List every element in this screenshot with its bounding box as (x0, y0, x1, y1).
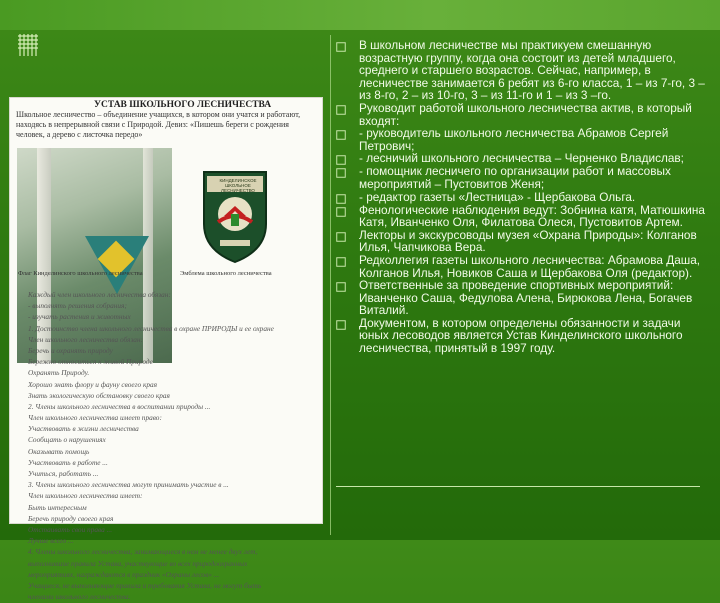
handwritten-line: Член школьного лесничества имеет право: (28, 413, 162, 423)
list-item (336, 165, 706, 190)
handwritten-line: выполнившие правила Устава, участвующие во всех природоохранных (28, 558, 248, 568)
handwritten-line: членами школьного лесничества. (28, 592, 131, 602)
handwritten-charter-text (28, 290, 318, 603)
handwritten-line: - изучать растения и животных (28, 312, 131, 322)
square-bullet-icon (336, 42, 346, 52)
handwritten-line: Беречь и охранять природу (28, 345, 113, 355)
square-bullet-icon (336, 168, 346, 178)
list-item-text: В школьном лесничестве мы практикуем смешанную возрастную группу, когда она состоит из детей младшего, среднего и старшего возрастов. Сейчас, например, в лесничестве занимается 6 ребят из 6-го класса, 1 – из 7-го, 3 – из 8-го, 2 – из 10-го, 3 – из 11-го и 1 – из 3 –го. (359, 38, 705, 103)
handwritten-line: Учиться, работать ... (28, 469, 99, 478)
square-bullet-icon (336, 257, 346, 267)
list-item-text: - помощник лесничего по организации работ и массовых мероприятий – Пустовитов Женя; (359, 164, 671, 191)
handwritten-line: 2. Члены школьного лесничества в воспитании природы ... (28, 401, 211, 411)
square-bullet-icon (336, 105, 346, 115)
bullet-list (336, 39, 706, 355)
list-item-text: Руководит работой школьного лесничества актив, в который входят: (359, 100, 692, 128)
list-item-text: - руководитель школьного лесничества Абрамов Сергей Петрович; (359, 126, 669, 153)
list-item-text: Документом, в котором определены обязанности и задачи юных лесоводов является Устав Кинделинского школьного лесничества, принятый в 1997 году. (359, 315, 683, 356)
square-bullet-icon (336, 155, 346, 165)
decorative-stripes (18, 34, 76, 92)
handwritten-line: Бережно относиться к живой Природе (28, 357, 153, 367)
handwritten-line: Отстаивать свои права ... (28, 524, 113, 534)
handwritten-line: Беречь природу своего края (28, 513, 114, 523)
list-item-text: - лесничий школьного лесничества – Черненко Владислав; (359, 151, 684, 166)
list-item (336, 191, 706, 204)
handwritten-line: 4. Члены школьного лесничества, занимающиеся в нем не менее двух лет, (28, 547, 258, 557)
handwritten-line: Учащиеся, не выполняющие правила и требования Устава, не могут быть (28, 580, 262, 590)
handwritten-line: 1. Достоинство члена школьного лесничества в охране ПРИРОДЫ и ее охране (28, 323, 274, 333)
handwritten-line: Оказывать помощь (28, 446, 90, 456)
list-item (336, 317, 706, 355)
handwritten-line: 3. Члены школьного лесничества могут принимать участие в ... (28, 480, 229, 490)
handwritten-line: Каждый член школьного лесничества обязан: (28, 290, 171, 299)
handwritten-line: Участвовать в жизни лесничества (28, 424, 139, 434)
emblem-caption: Эмблема школьного лесничества (180, 270, 272, 277)
handwritten-line: Знать экологическую обстановку своего края (28, 390, 170, 400)
flag-caption: Флаг Кинделинского школьного лесничества (18, 270, 143, 277)
square-bullet-icon (336, 232, 346, 242)
handwritten-line: Сообщать о нарушениях (28, 435, 106, 445)
list-item-text: Фенологические наблюдения ведут: Зобнина катя, Матюшкина Катя, Иванченко Оля, Филатова Олеся, Пустовитов Артем. (359, 202, 705, 230)
document-intro: Школьное лесничество – объединение учащихся, в котором они учатся и работают, находясь в непрерывной связи с Природой. Девиз: «Пишешь береги с рождения человек, а дерево с листочка передо» (16, 110, 301, 139)
handwritten-line: Лучше всего ... (28, 536, 74, 546)
list-item (336, 102, 706, 127)
list-item (336, 204, 706, 229)
divider-vertical (330, 35, 331, 535)
handwritten-line: мероприятиях, награждаются в праздник «Охраны лесов» ... (28, 569, 220, 579)
charter-document-image (10, 98, 322, 602)
handwritten-line: - выполнять решения собрания; (28, 301, 127, 311)
list-item (336, 39, 706, 102)
handwritten-line: Хорошо знать флору и фауну своего края (28, 379, 158, 389)
square-bullet-icon (336, 282, 346, 292)
square-bullet-icon (336, 194, 346, 204)
emblem-text: КИНДЕЛИНСКОЕ ШКОЛЬНОЕ ЛЕСНИЧЕСТВО (219, 178, 257, 193)
handwritten-line: Участвовать в работе ... (28, 457, 108, 467)
handwritten-line: Член школьного лесничества имеет: (28, 491, 143, 501)
list-item-text: Редколлегия газеты школьного лесничества: Абрамова Даша, Колганов Илья, Новиков Саша и Щербакова Оля (редактор). (359, 252, 701, 280)
list-item (336, 254, 706, 279)
list-item (336, 229, 706, 254)
list-item-text: Лекторы и экскурсоводы музея «Охрана Природы»: Колганов Илья, Чапчикова Вера. (359, 227, 697, 255)
square-bullet-icon (336, 320, 346, 330)
list-item (336, 279, 706, 317)
square-bullet-icon (336, 130, 346, 140)
handwritten-line: Член школьного лесничества обязан: (28, 334, 143, 344)
list-item-text: Ответственные за проведение спортивных мероприятий: Иванченко Саша, Федулова Алена, Бирюкова Лена, Богачев Виталий. (359, 278, 693, 318)
divider-horizontal (336, 486, 700, 487)
list-item-text: - редактор газеты «Лестница» - Щербакова Ольга. (359, 189, 636, 204)
document-title: УСТАВ ШКОЛЬНОГО ЛЕСНИЧЕСТВА (94, 100, 272, 110)
square-bullet-icon (336, 207, 346, 217)
handwritten-line: Быть интересным (28, 502, 87, 512)
handwritten-line: Охранять Природу. (28, 368, 90, 378)
list-item (336, 127, 706, 152)
